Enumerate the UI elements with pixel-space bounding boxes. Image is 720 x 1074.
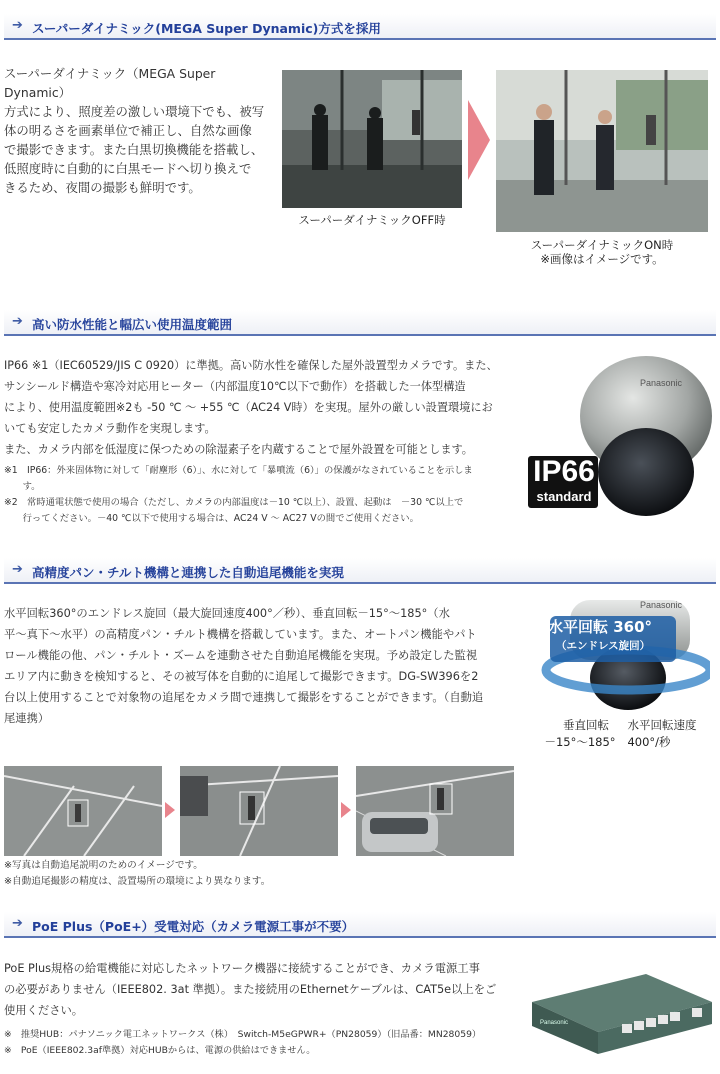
note-line: す。 <box>4 481 41 492</box>
note-line: ※自動追尾撮影の精度は、設置場所の環境により異なります。 <box>4 876 271 887</box>
note-line: ※ 推奨HUB：パナソニック電工ネットワークス（株） Switch-M5eGPWR+（PN28059）（旧品番：MN28059） <box>4 1029 482 1040</box>
text-line: きるため、夜間の撮影も鮮明です。 <box>4 180 201 195</box>
arrow-icon: ➔ <box>12 18 23 33</box>
tracking-photo-1 <box>4 766 162 856</box>
arrow-icon: ➔ <box>12 916 23 931</box>
text-line: 体の明るさを画素単位で補正し、自然な画像 <box>4 123 252 138</box>
arrow-right-icon <box>165 802 175 818</box>
text-line: により、使用温度範囲※2も -50 ℃ ～ +55 ℃（AC24 V時）を実現。屋外の厳しい設置環境にお <box>4 401 493 414</box>
super-dynamic-on-photo <box>496 70 708 232</box>
caption-image-note: ※画像はイメージです。 <box>540 252 664 266</box>
text-line: 方式により、照度差の激しい環境下でも、被写 <box>4 104 265 119</box>
text-line: 水平回転360°のエンドレス旋回（最大旋回速度400°／秒）、垂直回転－15°～185°（水 <box>4 607 450 620</box>
text-line: 低照度時に自動的に白黒モードへ切り換えで <box>4 161 252 176</box>
text-line: 使用ください。 <box>4 1004 84 1017</box>
text-line: IP66 ※1（IEC60529/JIS C 0920）に準拠。高い防水性を確保した屋外設置型カメラです。また、 <box>4 359 498 372</box>
note-line: 行ってください。－40 ℃以下で使用する場合は、AC24 V ～ AC27 Vの間でご使用ください。 <box>4 513 419 524</box>
text-line: 平～真下～水平）の高精度パン・チルト機構を搭載しています。また、オートパン機能やパト <box>4 628 477 641</box>
camera-brand: Panasonic <box>640 600 683 610</box>
note-line: ※2 常時通電状態で使用の場合（ただし、カメラの内部温度は－10 ℃以上）、設置、起動は －30 ℃以上で <box>4 497 464 508</box>
section-header-pan-tilt <box>4 558 716 584</box>
text-line: エリア内に動きを検知すると、その被写体を自動的に追尾して撮影できます。DG-SW396を2 <box>4 670 479 683</box>
poe-switch-image <box>526 968 716 1060</box>
section-title: スーパーダイナミック(MEGA Super Dynamic)方式を採用 <box>32 21 381 36</box>
text-line: PoE Plus規格の給電機能に対応したネットワーク機器に接続することができ、カメラ電源工事 <box>4 962 480 975</box>
note-line: ※1 IP66：外来固体物に対して「耐塵形（6）」、水に対して「暴噴流（6）」の保護がなされていることを示しま <box>4 465 473 476</box>
section-title: PoE Plus（PoE+）受電対応（カメラ電源工事が不要） <box>32 919 355 934</box>
arrow-icon: ➔ <box>12 314 23 329</box>
text-line: ロール機能の他、パン・チルト・ズームを連動させた自動追尾機能を実現。予め設定した監視 <box>4 649 478 662</box>
pan-tilt-description <box>4 603 524 729</box>
section-header-poe <box>4 912 716 938</box>
text-line: の必要がありません（IEEE802. 3at 準拠）。また接続用のEthernetケーブルは、CAT5e以上をご <box>4 983 497 996</box>
text-line: 尾連携） <box>4 712 50 725</box>
waterproof-description <box>4 355 524 460</box>
text-line: また、カメラ内部を低湿度に保つための除湿素子を内蔵することで屋外設置を可能とします。 <box>4 443 473 456</box>
arrow-right-icon <box>468 100 490 180</box>
text-line: 台以上使用することで対象物の追尾をカメラ間で連携して撮影をすることができます。（自動追 <box>4 691 484 704</box>
section-title: 高精度パン・チルト機構と連携した自動追尾機能を実現 <box>32 565 344 580</box>
section-header-super-dynamic <box>4 14 716 40</box>
caption-on: スーパーダイナミックON時 <box>530 238 674 252</box>
tracking-notes <box>4 858 524 890</box>
note-line: ※ PoE（IEEE802.3af準拠）対応HUBからは、電源の供給はできません。 <box>4 1045 316 1056</box>
text-line: いても安定したカメラ動作を実現します。 <box>4 422 216 435</box>
vertical-rotation-value: －15°～185° <box>544 735 616 749</box>
tracking-photo-2 <box>180 766 338 856</box>
tracking-photo-3 <box>356 766 514 856</box>
ip66-badge: IP66 <box>533 455 595 488</box>
arrow-icon: ➔ <box>12 562 23 577</box>
super-dynamic-description <box>4 64 269 197</box>
poe-notes <box>4 1027 524 1059</box>
waterproof-notes <box>4 463 524 527</box>
text-line: サンシールド構造や寒冷対応用ヒーター（内部温度10℃以下で動作）を搭載した一体型構造 <box>4 380 466 393</box>
vertical-rotation-label: 垂直回転 <box>563 718 609 732</box>
text-line: スーパーダイナミック（MEGA Super Dynamic） <box>4 66 216 100</box>
note-line: ※写真は自動追尾説明のためのイメージです。 <box>4 860 203 871</box>
arrow-right-icon <box>341 802 351 818</box>
super-dynamic-off-photo <box>282 70 462 208</box>
endless-rotation-label: （エンドレス旋回） <box>556 640 651 652</box>
horizontal-speed-label: 水平回転速度 <box>627 718 697 732</box>
ip66-badge-sub: standard <box>536 489 592 504</box>
switch-brand: Panasonic <box>540 1020 569 1026</box>
text-line: で撮影できます。また白黒切換機能を搭載し、 <box>4 142 264 157</box>
section-header-waterproof <box>4 310 716 336</box>
poe-description <box>4 958 524 1021</box>
rotation-360-label: 水平回転 360° <box>548 618 653 636</box>
svg-text:Panasonic: Panasonic <box>640 378 683 388</box>
section-title: 高い防水性能と幅広い使用温度範囲 <box>32 317 233 332</box>
caption-off: スーパーダイナミックOFF時 <box>298 213 446 227</box>
horizontal-speed-value: 400°/秒 <box>627 735 671 749</box>
